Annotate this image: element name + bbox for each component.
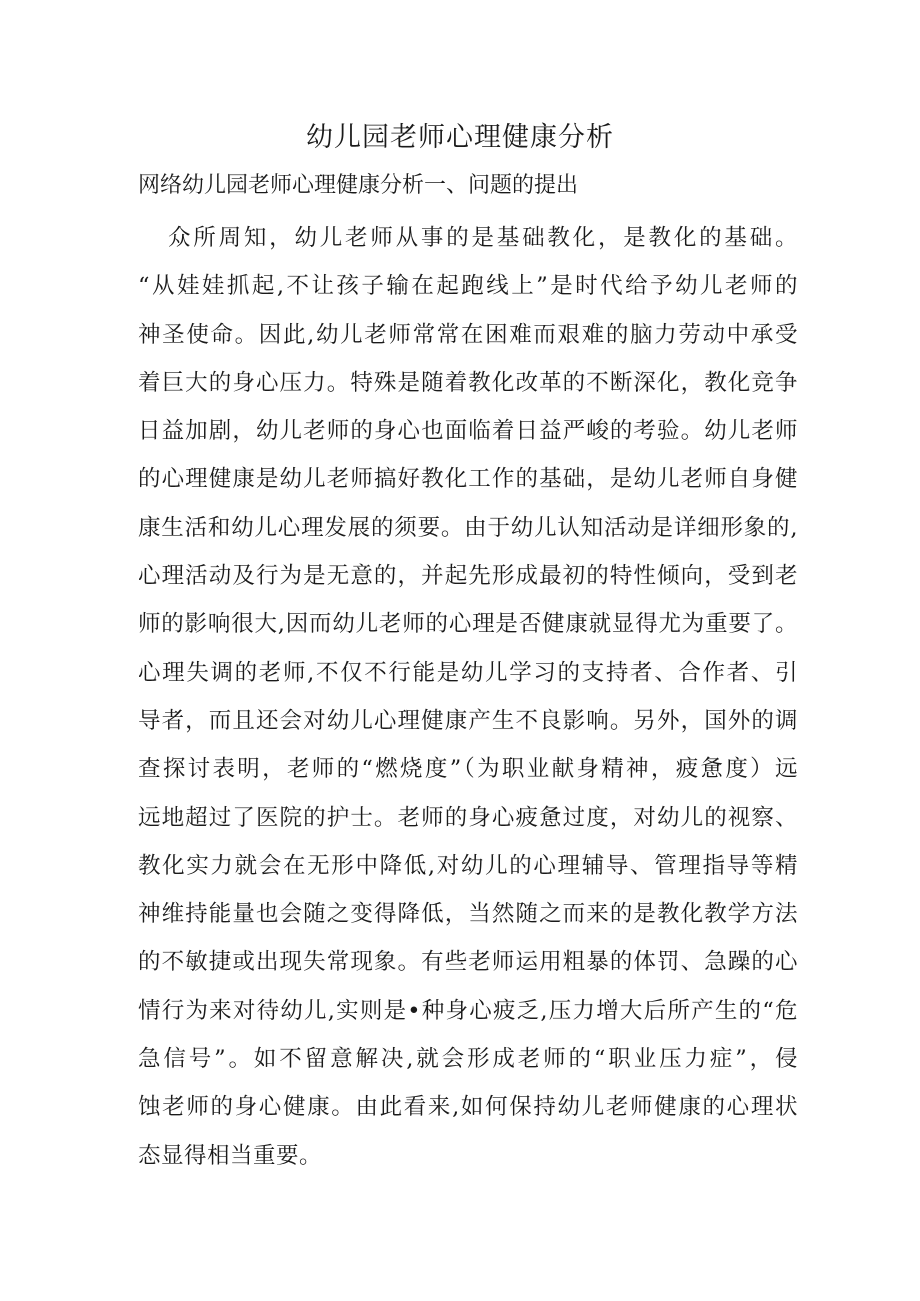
paragraph-line: 着巨大的身心压力。特殊是随着教化改革的不断深化，教化竞争 xyxy=(138,369,798,396)
paragraph-line: 日益加剧，幼儿老师的身心也面临着日益严峻的考验。幼儿老师 xyxy=(138,418,798,445)
paragraph-line: 蚀老师的身心健康。由此看来,如何保持幼儿老师健康的心理状 xyxy=(138,1094,798,1121)
paragraph-line: 的心理健康是幼儿老师搞好教化工作的基础，是幼儿老师自身健 xyxy=(138,466,798,493)
paragraph-line: 的不敏捷或出现失常现象。有些老师运用粗暴的体罚、急躁的心 xyxy=(138,949,798,976)
paragraph-line: 远地超过了医院的护士。老师的身心疲惫过度，对幼儿的视察、 xyxy=(138,804,798,831)
paragraph-line: 心理活动及行为是无意的，并起先形成最初的特性倾向，受到老 xyxy=(138,563,798,590)
paragraph-line: 急信号”。如不留意解决,就会形成老师的“职业压力症”，侵 xyxy=(138,1046,798,1073)
document-title: 幼儿园老师心理健康分析 xyxy=(306,122,614,153)
paragraph-line: 神维持能量也会随之变得降低，当然随之而来的是教化教学方法 xyxy=(138,901,798,928)
paragraph-line: 神圣使命。因此,幼儿老师常常在困难而艰难的脑力劳动中承受 xyxy=(138,321,798,348)
paragraph-line: 情行为来对待幼儿,实则是•种身心疲乏,压力增大后所产生的“危 xyxy=(138,997,798,1024)
paragraph-line: “从娃娃抓起,不让孩子输在起跑线上”是时代给予幼儿老师的 xyxy=(138,273,798,300)
paragraph-line: 师的影响很大,因而幼儿老师的心理是否健康就显得尤为重要了。 xyxy=(138,611,798,638)
paragraph-line: 态显得相当重要。 xyxy=(138,1142,323,1169)
paragraph-line: 教化实力就会在无形中降低,对幼儿的心理辅导、管理指导等精 xyxy=(138,852,798,879)
paragraph-line: 查探讨表明，老师的“燃烧度”（为职业献身精神，疲惫度）远 xyxy=(138,756,798,783)
document-subtitle: 网络幼儿园老师心理健康分析一、问题的提出 xyxy=(138,173,579,198)
paragraph-line: 众所周知，幼儿老师从事的是基础教化，是教化的基础。 xyxy=(168,225,798,251)
paragraph-line: 导者，而且还会对幼儿心理健康产生不良影响。另外，国外的调 xyxy=(138,707,798,734)
paragraph-line: 康生活和幼儿心理发展的须要。由于幼儿认知活动是详细形象的, xyxy=(138,514,798,541)
paragraph-line: 心理失调的老师,不仅不行能是幼儿学习的支持者、合作者、引 xyxy=(138,659,798,686)
body-paragraph xyxy=(138,214,798,1180)
